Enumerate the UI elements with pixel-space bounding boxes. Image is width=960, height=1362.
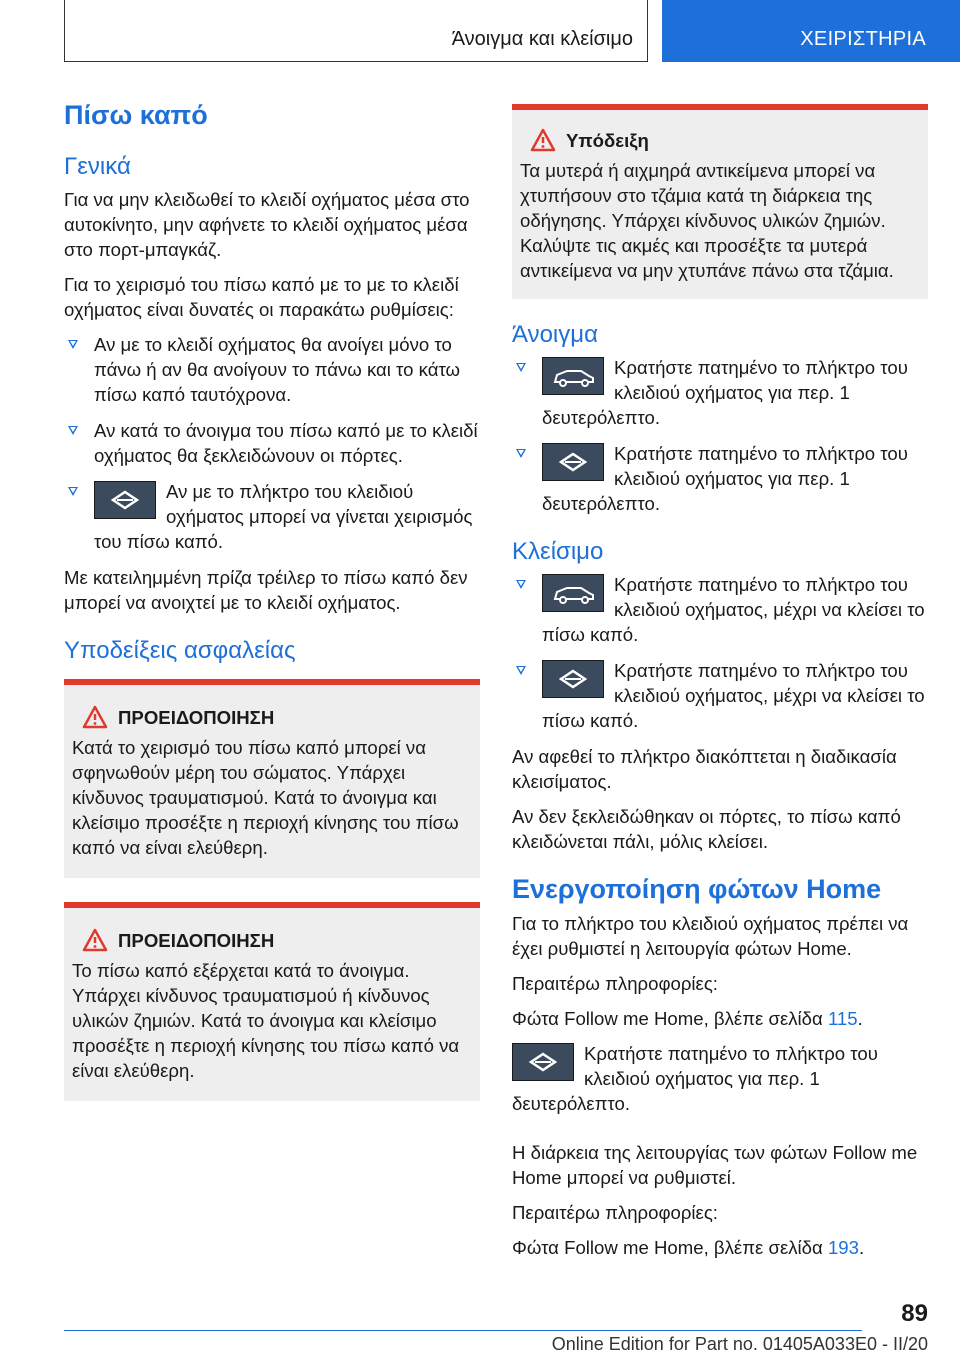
close-paragraph-1: Αν αφεθεί το πλήκτρο διακόπτεται η διαδικασία κλεισίματος.	[512, 746, 897, 792]
list-item: Κρατήστε πατημένο το πλήκτρο του κλειδιού οχήματος για περ. 1 δευτερόλεπτο.	[512, 355, 928, 430]
car-tailgate-button-icon	[542, 574, 604, 612]
footer-divider	[64, 1330, 862, 1331]
warning-triangle-icon	[82, 928, 108, 952]
page-reference: Φώτα Follow me Home, βλέπε σελίδα 193.	[512, 1237, 865, 1258]
note-title: Υπόδειξη	[520, 130, 920, 152]
triangle-bullet-icon	[516, 449, 526, 458]
page-reference: Φώτα Follow me Home, βλέπε σελίδα 115.	[512, 1008, 863, 1029]
general-heading: Γενικά	[64, 153, 131, 180]
list-item: Κρατήστε πατημένο το πλήκτρο του κλειδιού οχήματος, μέχρι να κλείσει το πίσω καπό.	[512, 572, 928, 647]
note-text: Τα μυτερά ή αιχμηρά αντικείμενα μπορεί να χτυπήσουν στο τζάμια κατά τη διάρκεια της οδήγησης. Υπάρχει κίνδυνος υλικών ζημιών. Καλύψτε τις ακμές και προσέξτε τα μυτερά αντικείμενα να μην χτυπάνε πάνω στα τζάμια.	[520, 160, 894, 281]
warning-box-2	[64, 902, 480, 1101]
key-button-icon	[512, 1043, 574, 1081]
list-item: Κρατήστε πατημένο το πλήκτρο του κλειδιού οχήματος, μέχρι να κλείσει το πίσω καπό.	[512, 658, 928, 733]
triangle-bullet-icon	[516, 666, 526, 675]
right-column	[512, 104, 928, 1270]
page-link[interactable]: 115	[827, 1008, 858, 1029]
warning-title: ΠΡΟΕΙΔΟΠΟΙΗΣΗ	[72, 707, 472, 729]
header-section-box	[64, 0, 648, 62]
warning-triangle-icon	[530, 128, 556, 152]
triangle-bullet-icon	[516, 363, 526, 372]
triangle-bullet-icon	[68, 426, 78, 435]
home-lights-heading: Ενεργοποίηση φώτων Home	[512, 874, 882, 904]
header-chapter-box	[662, 0, 960, 62]
header-chapter-title: ΧΕΙΡΙΣΤΗΡΙΑ	[800, 28, 926, 50]
left-column	[64, 100, 480, 1125]
triangle-bullet-icon	[68, 487, 78, 496]
footer-edition: Online Edition for Part no. 01405A033E0 - II/20	[551, 1334, 928, 1354]
more-info-label: Περαιτέρω πληροφορίες:	[512, 1202, 718, 1223]
triangle-bullet-icon	[68, 340, 78, 349]
warning-triangle-icon	[82, 705, 108, 729]
page-link[interactable]: 193	[827, 1237, 859, 1258]
general-paragraph-1: Για να μην κλειδωθεί το κλειδί οχήματος μέσα στο αυτοκίνητο, μην αφήνετε το κλειδί οχήματος μέσα στο πορτ-μπαγκάζ.	[64, 189, 470, 260]
general-paragraph-2: Για το χειρισμό του πίσω καπό με το με το κλειδί οχήματος είναι δυνατές οι παρακάτω ρυθμίσεις:	[64, 274, 459, 320]
triangle-bullet-icon	[516, 580, 526, 589]
key-button-icon	[94, 481, 156, 519]
list-item: Κρατήστε πατημένο το πλήκτρο του κλειδιού οχήματος για περ. 1 δευτερόλεπτο.	[512, 441, 928, 516]
header-section-title: Άνοιγμα και κλείσιμο	[451, 28, 633, 50]
key-button-icon	[542, 660, 604, 698]
home-key-instruction: Κρατήστε πατημένο το πλήκτρο του κλειδιού οχήματος για περ. 1 δευτερόλεπτο.	[512, 1043, 878, 1114]
warning-box-1	[64, 679, 480, 878]
safety-heading: Υποδείξεις ασφαλείας	[64, 637, 296, 664]
page-number: 89	[901, 1300, 928, 1327]
warning-text: Κατά το χειρισμό του πίσω καπό μπορεί να σφηνωθούν μέρη του σώματος. Υπάρχει κίνδυνος τραυματισμού. Κατά το άνοιγμα και κλείσιμο προσέξτε η περιοχή κίνησης του πίσω καπό να είναι ελεύθερη.	[72, 737, 459, 858]
close-paragraph-2: Αν δεν ξεκλειδώθηκαν οι πόρτες, το πίσω καπό κλειδώνεται πάλι, μόλις κλείσει.	[512, 806, 901, 852]
home-paragraph-1: Για το πλήκτρο του κλειδιού οχήματος πρέπει να έχει ρυθμιστεί η λειτουργία φώτων Home.	[512, 913, 909, 959]
warning-title: ΠΡΟΕΙΔΟΠΟΙΗΣΗ	[72, 930, 472, 952]
car-tailgate-button-icon	[542, 357, 604, 395]
page-title: Πίσω καπό	[64, 100, 208, 130]
list-item: Αν με το κλειδί οχήματος θα ανοίγει μόνο το πάνω ή αν θα ανοίγουν το πάνω και το κάτω πίσω καπό ταυτόχρονα.	[64, 332, 480, 407]
list-item: Αν με το πλήκτρο του κλειδιού οχήματος μπορεί να γίνεται χειρισμός του πίσω καπό.	[64, 479, 480, 554]
trailer-paragraph: Με κατειλημμένη πρίζα τρέιλερ το πίσω καπό δεν μπορεί να ανοιχτεί με το κλειδί οχήματος.	[64, 567, 468, 613]
open-heading: Άνοιγμα	[512, 321, 598, 348]
more-info-label: Περαιτέρω πληροφορίες:	[512, 973, 718, 994]
home-paragraph-2: Η διάρκεια της λειτουργίας των φώτων Follow me Home μπορεί να ρυθμιστεί.	[512, 1142, 918, 1188]
key-button-icon	[542, 443, 604, 481]
close-heading: Κλείσιμο	[512, 538, 604, 565]
note-box	[512, 104, 928, 299]
warning-text: Το πίσω καπό εξέρχεται κατά το άνοιγμα. Υπάρχει κίνδυνος τραυματισμού ή κίνδυνος υλικών ζημιών. Κατά το άνοιγμα και κλείσιμο προσέξτε η περιοχή κίνησης του πίσω καπό να είναι ελεύθερη.	[72, 960, 460, 1081]
list-item: Αν κατά το άνοιγμα του πίσω καπό με το κλειδί οχήματος θα ξεκλειδώνουν οι πόρτες.	[64, 418, 480, 468]
